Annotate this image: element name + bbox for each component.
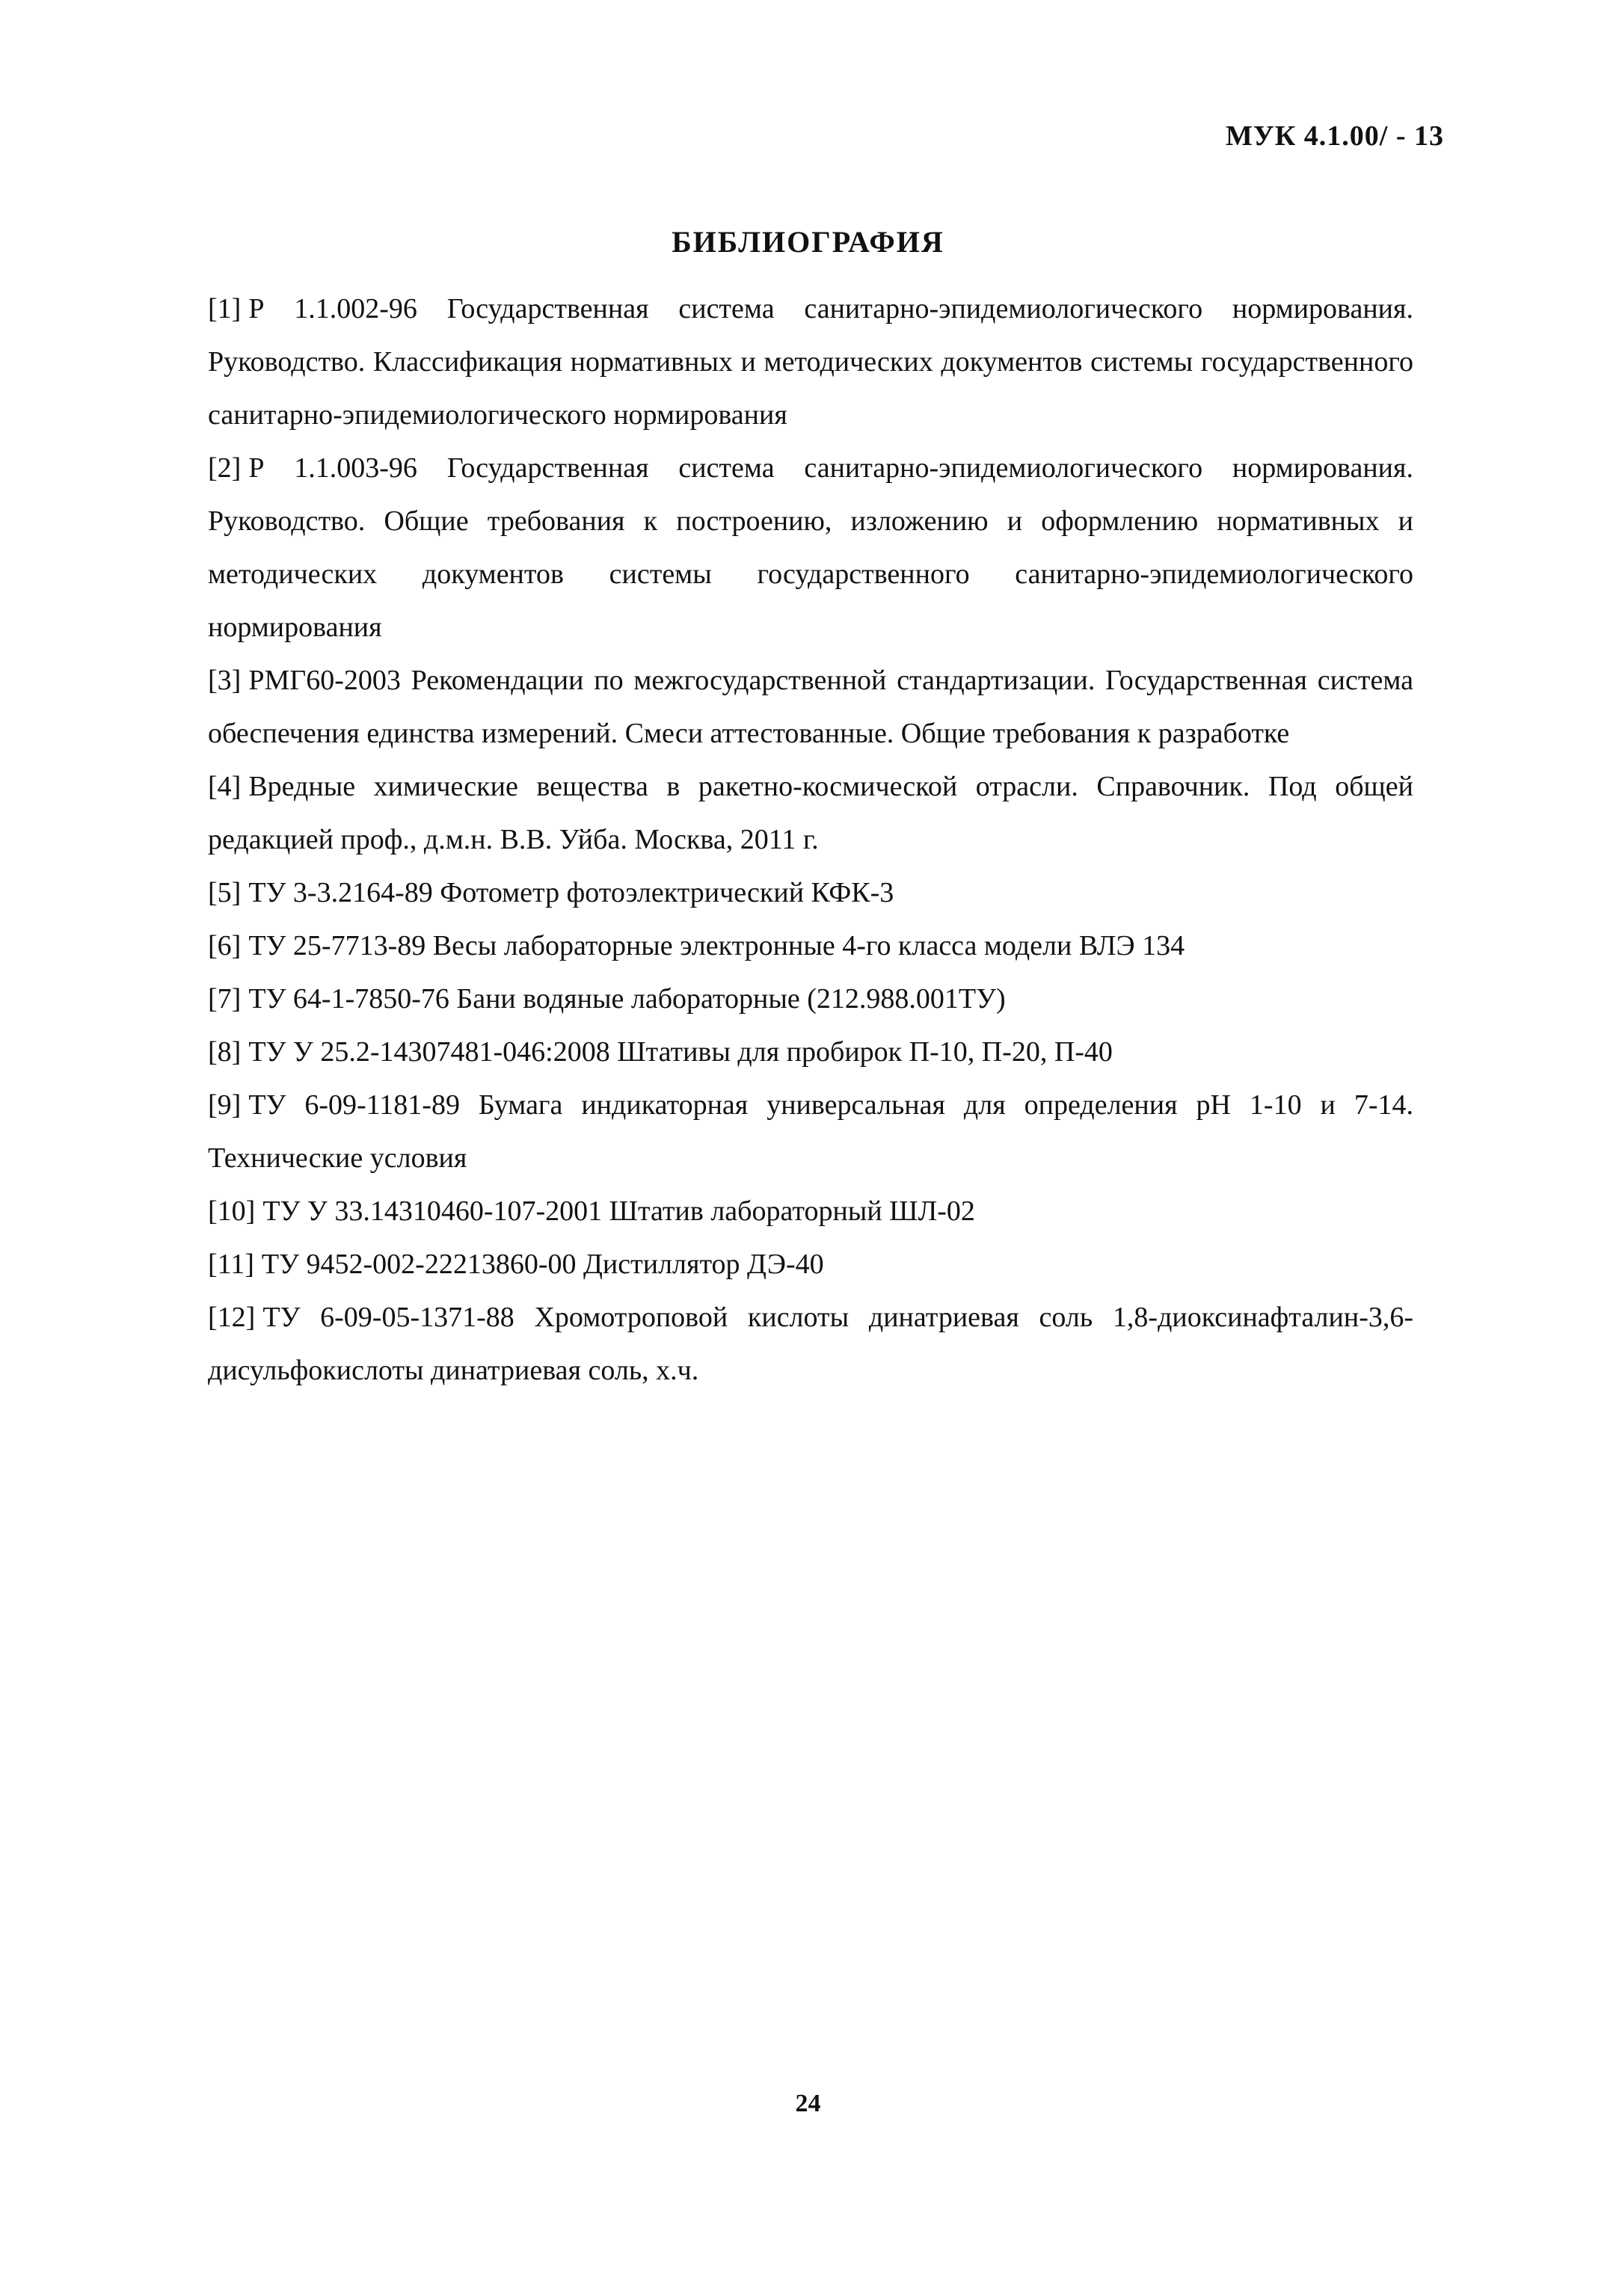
entry-text: ТУ 6-09-1181-89 Бумага индикаторная универсальная для определения pH 1-10 и 7-14. Технические условия: [208, 1089, 1413, 1174]
bibliography-entry: [208, 1291, 1413, 1397]
bibliography-list: [208, 283, 1413, 1397]
document-code: МУК 4.1.00/ - 13: [1225, 120, 1444, 152]
entry-number: [7]: [208, 983, 242, 1015]
entry-text: Вредные химические вещества в ракетно-космической отрасли. Справочник. Под общей редакцией проф., д.м.н. В.В. Уйба. Москва, 2011 г.: [208, 771, 1413, 855]
bibliography-entry: [208, 920, 1413, 973]
entry-number: [5]: [208, 877, 242, 908]
page-title: БИБЛИОГРАФИЯ: [672, 225, 944, 259]
bibliography-entry: [208, 867, 1413, 920]
bibliography-entry: [208, 1079, 1413, 1185]
entry-text: Р 1.1.003-96 Государственная система санитарно-эпидемиологического нормирования. Руководство. Общие требования к построению, изложению и оформлению нормативных и методических документов системы государственного санитарно-эпидемиологического нормирования: [208, 452, 1413, 643]
entry-number: [11]: [208, 1249, 254, 1280]
entry-text: ТУ 6-09-05-1371-88 Хромотроповой кислоты динатриевая соль 1,8-диоксинафталин-3,6-дисульфокислоты динатриевая соль, х.ч.: [208, 1302, 1413, 1386]
entry-text: ТУ 9452-002-22213860-00 Дистиллятор ДЭ-40: [261, 1249, 824, 1280]
entry-number: [12]: [208, 1302, 256, 1333]
entry-text: ТУ 64-1-7850-76 Бани водяные лабораторные (212.988.001ТУ): [248, 983, 1006, 1015]
entry-number: [2]: [208, 452, 242, 484]
entry-number: [9]: [208, 1089, 242, 1121]
bibliography-entry: [208, 442, 1413, 654]
entry-text: Р 1.1.002-96 Государственная система санитарно-эпидемиологического нормирования. Руководство. Классификация нормативных и методических документов системы государственного санитарно-эпидемиологического нормирования: [208, 293, 1413, 431]
entry-number: [1]: [208, 293, 242, 324]
entry-text: ТУ У 25.2-14307481-046:2008 Штативы для пробирок П-10, П-20, П-40: [248, 1036, 1113, 1068]
entry-number: [10]: [208, 1195, 256, 1227]
entry-text: ТУ 25-7713-89 Весы лабораторные электронные 4-го класса модели ВЛЭ 134: [248, 930, 1185, 961]
entry-number: [8]: [208, 1036, 242, 1068]
entry-text: ТУ 3-3.2164-89 Фотометр фотоэлектрический КФК-3: [248, 877, 894, 908]
entry-number: [6]: [208, 930, 242, 961]
entry-number: [4]: [208, 771, 242, 802]
bibliography-entry: [208, 1185, 1413, 1238]
bibliography-entry: [208, 760, 1413, 867]
bibliography-entry: [208, 1238, 1413, 1291]
bibliography-entry: [208, 973, 1413, 1026]
entry-text: ТУ У 33.14310460-107-2001 Штатив лабораторный ШЛ-02: [262, 1195, 975, 1227]
page-number: 24: [795, 2090, 821, 2117]
bibliography-entry: [208, 283, 1413, 442]
entry-number: [3]: [208, 665, 242, 696]
bibliography-entry: [208, 1026, 1413, 1079]
bibliography-entry: [208, 654, 1413, 760]
entry-text: РМГ60-2003 Рекомендации по межгосударственной стандартизации. Государственная система обеспечения единства измерений. Смеси аттестованные. Общие требования к разработке: [208, 665, 1413, 749]
